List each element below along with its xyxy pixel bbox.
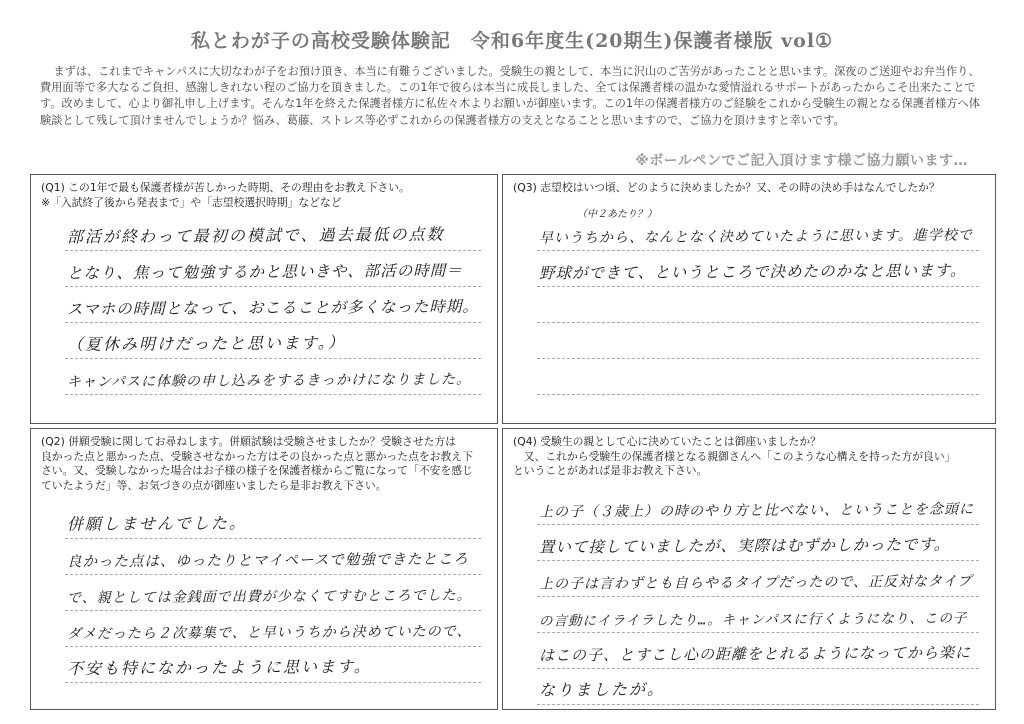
q1-answer-area — [65, 215, 481, 395]
ballpoint-notice: ※ボールペンでご記入頂けます様ご協力願います… — [635, 153, 968, 169]
q2-answer-line: 不安も特になかったように思います。 — [66, 656, 372, 679]
q4-question-line: (Q4) 受験生の親として心に決めていたことは御座いましたか？ — [513, 435, 821, 448]
q1-question-line: ※「入試終了後から発表まで」や「志望校選択時期」などなど — [41, 195, 342, 209]
q3-answer-line: 野球ができて、というところで決めたのかなと思います。 — [538, 261, 967, 283]
q4-answer-line: 上の子（３歳上）の時のやり方と比べない、ということを念頭に — [538, 501, 975, 521]
q3-question — [513, 181, 940, 196]
q4-answer-line: の言動にイライラしたり…。キャンパスに行くようになり、この子 — [538, 610, 968, 630]
q2-question-line: ていたようだ」等、お気づきの点が御座いましたら是非お教え下さい。 — [41, 478, 387, 492]
q2-question-line: 良かった点と悪かった点、受験させなかった方はその良かった点と悪かった点をお教え下 — [41, 449, 473, 463]
q2-answer-line: ダメだったら２次募集で、と早いうちから決めていたので、 — [66, 623, 472, 643]
q4-question-line: 又、これから受験生の保護者様となる親御さんへ「このような心構えを持った方が良い」 — [513, 449, 956, 463]
q2-answer-line: 併願しませんでした。 — [66, 513, 248, 534]
q4-question-line: ということがあれば是非お教え下さい。 — [513, 464, 708, 477]
page-title: 私とわが子の高校受験体験記 令和6年度生(20期生)保護者様版 vol① — [190, 30, 834, 52]
q3-box — [502, 174, 996, 424]
q1-question-line: (Q1) この1年で最も保護者様が苦しかった時期、その理由をお教え下さい。 — [41, 181, 410, 194]
q4-answer-line: なりましたが。 — [538, 679, 666, 700]
q2-question-line: (Q2) 併願受験に関してお尋ねします。併願試験は受験させましたか？受験させた方は — [41, 435, 457, 448]
q2-answer-line: で、親としては金銭面で出費が少なくてすむところでした。 — [66, 587, 472, 607]
q4-box — [502, 428, 996, 710]
q3-question-line: (Q3) 志望校はいつ頃、どのように決めましたか？又、その時の決め手はなんでしたか？ — [513, 181, 940, 194]
q4-answer-line: 置いて接していましたが、実際はむずかしかったです。 — [538, 535, 951, 557]
q3-answer-area — [537, 215, 979, 395]
q4-answer-line: はこの子、とすこし心の距離をとれるようになってから楽に — [538, 643, 972, 665]
q2-answer-line: 良かった点は、ゆったりとマイペースで勉強できたところ — [66, 551, 469, 571]
q4-question — [513, 435, 955, 479]
q1-answer-line: となり、焦って勉強するかと思いきや、部活の時間＝ — [66, 261, 463, 283]
q1-box — [30, 174, 498, 424]
q1-question — [41, 181, 410, 210]
q2-question — [41, 435, 473, 493]
q3-handwritten-note: （中２あたり？） — [577, 209, 657, 220]
q4-answer-area — [537, 489, 979, 705]
q2-box — [30, 428, 498, 710]
q2-answer-area — [65, 503, 481, 683]
q1-answer-line: （夏休み明けだったと思います。） — [66, 333, 346, 354]
q3-answer-line: 早いうちから、なんとなく決めていたように思います。進学校で — [538, 227, 973, 247]
intro-text: まずは、これまでキャンパスに大切なわが子をお預け頂き、本当に有難うございました。受験生の親として、本当に沢山のご苦労があったことと思います。深夜のご送迎やお弁当作り、費用面等で多大なるご負担、感謝しきれない程のご協力を頂きました。この1年で彼らは本当に成長しました、全ては保護者様の温かな愛情溢れるサポートがあったからこそ出来たことです。改めまして、心より御礼申し上げます。そんな1年を終えた保護者様方に私佐々木よりお願いが御座います。この1年の保護者様方のご経験をこれから受験生の親となる保護者様方へ体験談として残して頂けませんでしょうか？悩み、葛藤、ストレス等必ずこれからの保護者様方の支えとなることと思いますので、ご協力を頂けますと幸いです。 — [40, 65, 980, 127]
q2-question-line: さい。又、受験しなかった場合はお子様の様子を保護者様からご覧になって「不安を感じ — [41, 464, 473, 477]
q1-answer-line: スマホの時間となって、おこることが多くなった時期。 — [66, 297, 479, 319]
q4-answer-line: 上の子は言わずとも自らやるタイプだったので、正反対なタイプ — [538, 573, 973, 593]
q1-answer-line: 部活が終わって最初の模試で、過去最低の点数 — [66, 224, 445, 247]
q1-answer-line: キャンパスに体験の申し込みをするきっかけになりました。 — [66, 371, 472, 391]
